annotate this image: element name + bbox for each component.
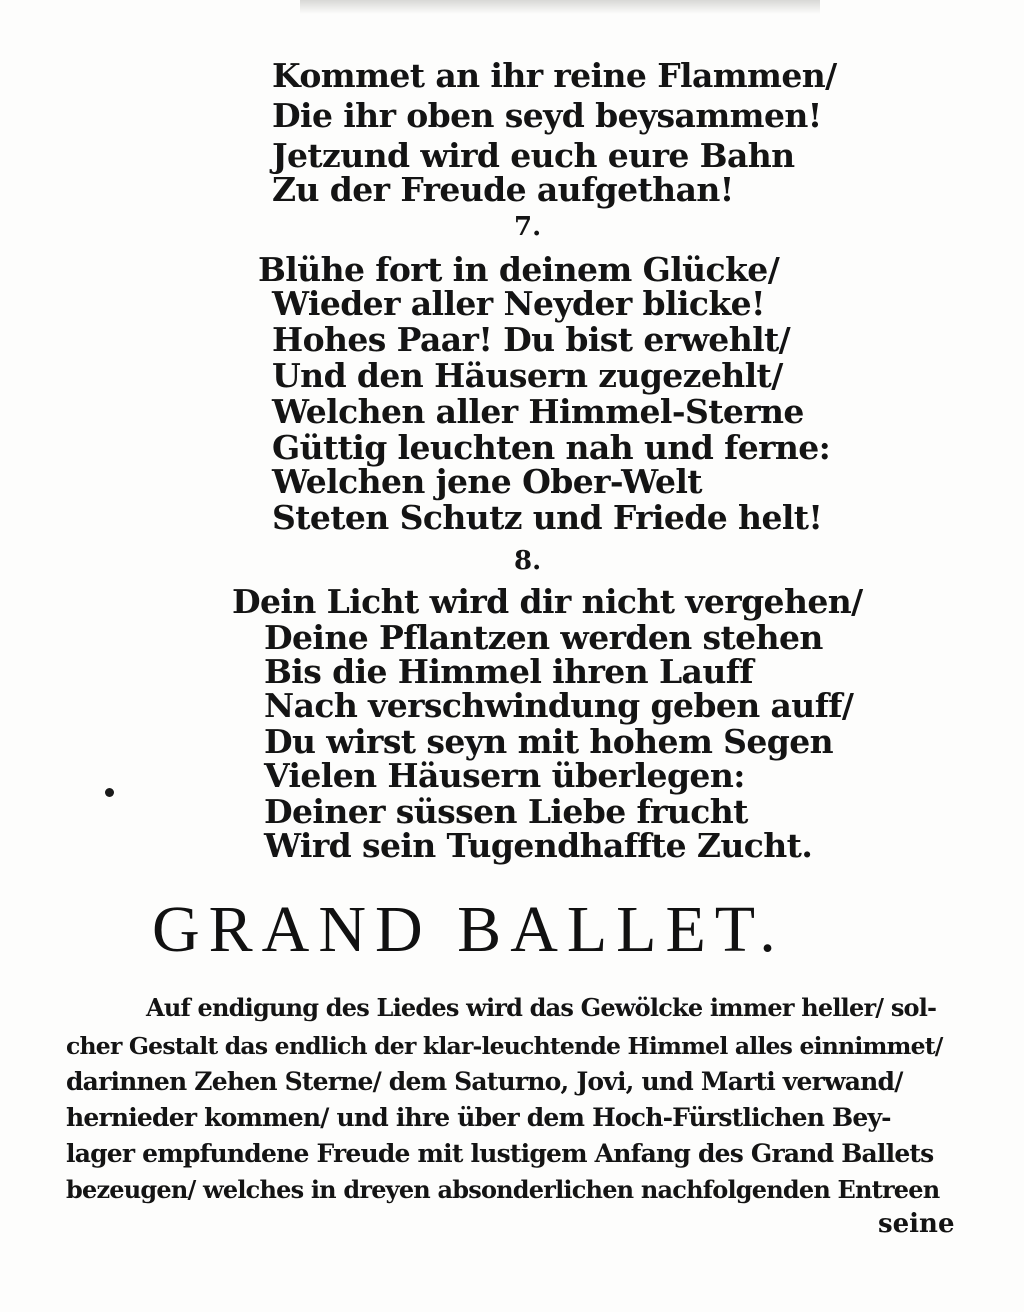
- verse-line: Hohes Paar! Du bist erwehlt/: [272, 320, 791, 359]
- verse-line: Kommet an ihr reine Flammen/: [272, 56, 837, 95]
- verse-line: Güttig leuchten nah und ferne:: [272, 428, 831, 467]
- verse-line: Wieder aller Neyder blicke!: [272, 284, 765, 323]
- prose-line: hernieder kommen/ und ihre über dem Hoch-Fürstlichen Bey-: [66, 1103, 891, 1132]
- verse-line: Jetzund wird euch eure Bahn: [272, 136, 795, 175]
- prose-line: cher Gestalt das endlich der klar-leuchtende Himmel alles einnimmet/: [66, 1032, 943, 1060]
- verse-line: Nach verschwindung geben auff/: [264, 686, 854, 725]
- verse-line: Die ihr oben seyd beysammen!: [272, 96, 822, 135]
- catchword: seine: [878, 1209, 955, 1239]
- section-title: GRAND BALLET.: [152, 893, 785, 966]
- verse-line: Blühe fort in deinem Glücke/: [258, 250, 780, 289]
- ink-speck: [105, 788, 114, 797]
- stanza-number: 7.: [514, 212, 542, 242]
- prose-line: darinnen Zehen Sterne/ dem Saturno, Jovi, und Marti verwand/: [66, 1067, 903, 1096]
- verse-line: Deine Pflantzen werden stehen: [264, 618, 823, 657]
- verse-line: Du wirst seyn mit hohem Segen: [264, 722, 834, 761]
- stanza-number: 8.: [514, 546, 542, 576]
- prose-line: lager empfundene Freude mit lustigem Anfang des Grand Ballets: [66, 1139, 934, 1168]
- page-top-shadow: [300, 0, 820, 14]
- verse-line: Bis die Himmel ihren Lauff: [264, 652, 753, 691]
- prose-line: Auf endigung des Liedes wird das Gewölcke immer heller/ sol-: [146, 993, 937, 1022]
- verse-line: Dein Licht wird dir nicht vergehen/: [232, 582, 863, 621]
- verse-line: Welchen jene Ober-Welt: [272, 462, 702, 501]
- verse-line: Wird sein Tugendhaffte Zucht.: [264, 826, 813, 865]
- verse-line: Steten Schutz und Friede helt!: [272, 498, 823, 537]
- verse-line: Und den Häusern zugezehlt/: [272, 356, 783, 395]
- verse-line: Vielen Häusern überlegen:: [264, 756, 745, 795]
- verse-line: Zu der Freude aufgethan!: [272, 170, 734, 209]
- prose-line: bezeugen/ welches in dreyen absonderlichen nachfolgenden Entreen: [66, 1175, 940, 1204]
- verse-line: Welchen aller Himmel-Sterne: [272, 392, 804, 431]
- verse-line: Deiner süssen Liebe frucht: [264, 792, 748, 831]
